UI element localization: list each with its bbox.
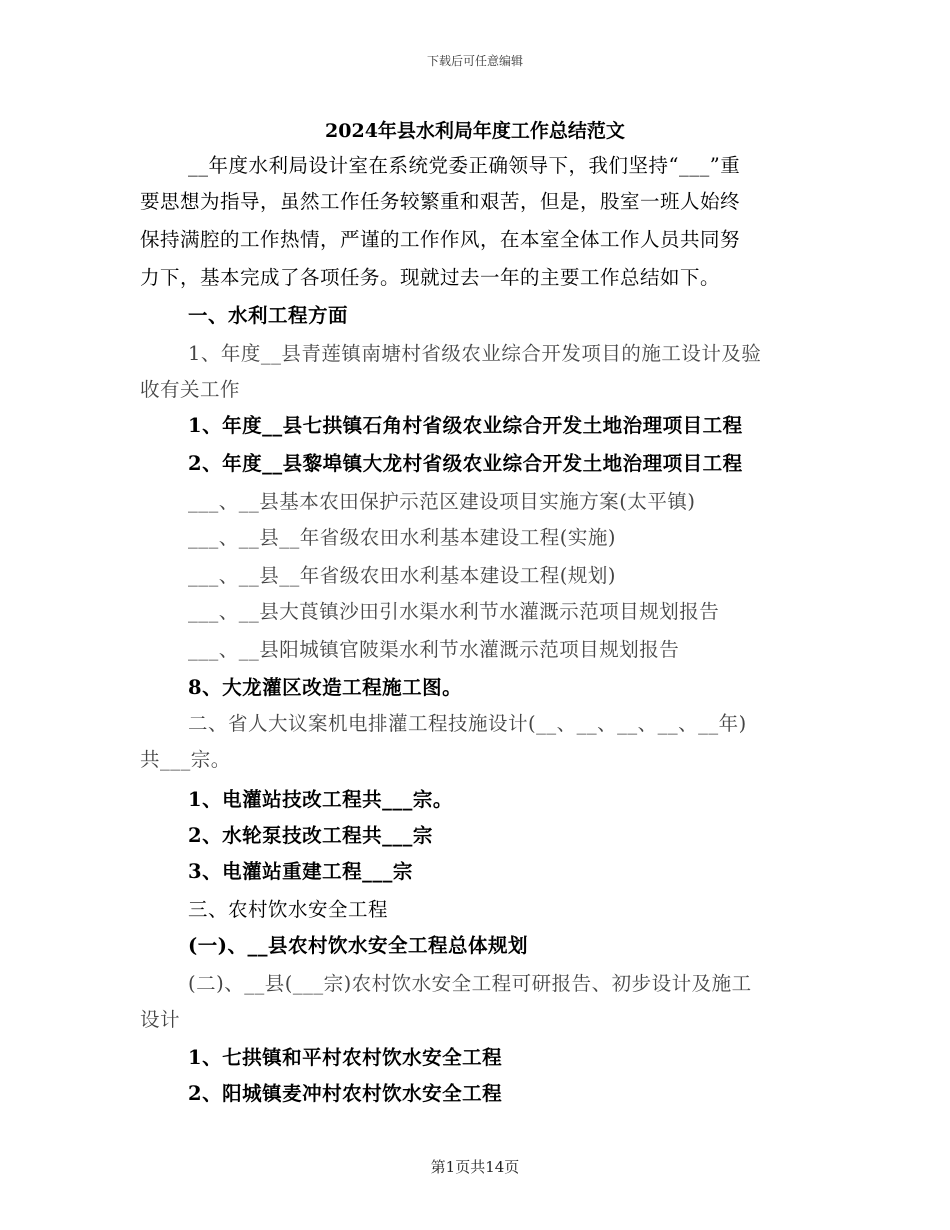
list-item: ___、__县大莨镇沙田引水渠水利节水灌溉示范项目规划报告	[188, 600, 720, 623]
section-heading: 一、水利工程方面	[188, 304, 349, 327]
list-item: ___、__县基本农田保护示范区建设项目实施方案(太平镇)	[188, 490, 696, 513]
section-heading: 二、省人大议案机电排灌工程技施设计(__、__、__、__、__年)	[188, 712, 747, 735]
list-item: 2、阳城镇麦冲村农村饮水安全工程	[188, 1082, 503, 1105]
paragraph-line: 保持满腔的工作热情，严谨的工作作风，在本室全体工作人员共同努	[140, 228, 741, 251]
document-title: 2024年县水利局年度工作总结范文	[325, 120, 625, 142]
list-item: 1、年度__县七拱镇石角村省级农业综合开发土地治理项目工程	[188, 414, 743, 437]
list-item: 8、大龙灌区改造工程施工图。	[188, 676, 463, 699]
page-header: 下载后可任意编辑	[426, 54, 523, 68]
paragraph-line: 1、年度__县青莲镇南塘村省级农业综合开发项目的施工设计及验	[188, 342, 762, 365]
list-item: 1、电灌站技改工程共___宗。	[188, 788, 453, 811]
list-item: 2、水轮泵技改工程共___宗	[188, 824, 433, 847]
list-item: 1、七拱镇和平村农村饮水安全工程	[188, 1046, 503, 1069]
paragraph-line: 要思想为指导，虽然工作任务较繁重和艰苦，但是，股室一班人始终	[140, 190, 741, 213]
list-item: ___、__县__年省级农田水利基本建设工程(实施)	[188, 526, 616, 549]
list-item: ___、__县__年省级农田水利基本建设工程(规划)	[188, 564, 616, 587]
list-item: 3、电灌站重建工程___宗	[188, 860, 413, 883]
paragraph-line: __年度水利局设计室在系统党委正确领导下，我们坚持“___”重	[188, 154, 741, 177]
list-item: ___、__县阳城镇官陂渠水利节水灌溉示范项目规划报告	[188, 638, 680, 661]
subsection-heading: (二)、__县(___宗)农村饮水安全工程可研报告、初步设计及施工	[188, 972, 752, 995]
subsection-heading: (一)、__县农村饮水安全工程总体规划	[188, 934, 528, 957]
section-heading: 三、农村饮水安全工程	[188, 898, 389, 921]
paragraph-line: 共___宗。	[140, 748, 231, 771]
page-footer: 第1页共14页	[430, 1158, 520, 1176]
paragraph-line: 收有关工作	[140, 378, 241, 401]
paragraph-line: 力下，基本完成了各项任务。现就过去一年的主要工作总结如下。	[140, 266, 721, 289]
list-item: 2、年度__县黎埠镇大龙村省级农业综合开发土地治理项目工程	[188, 452, 743, 475]
paragraph-line: 设计	[140, 1008, 181, 1031]
